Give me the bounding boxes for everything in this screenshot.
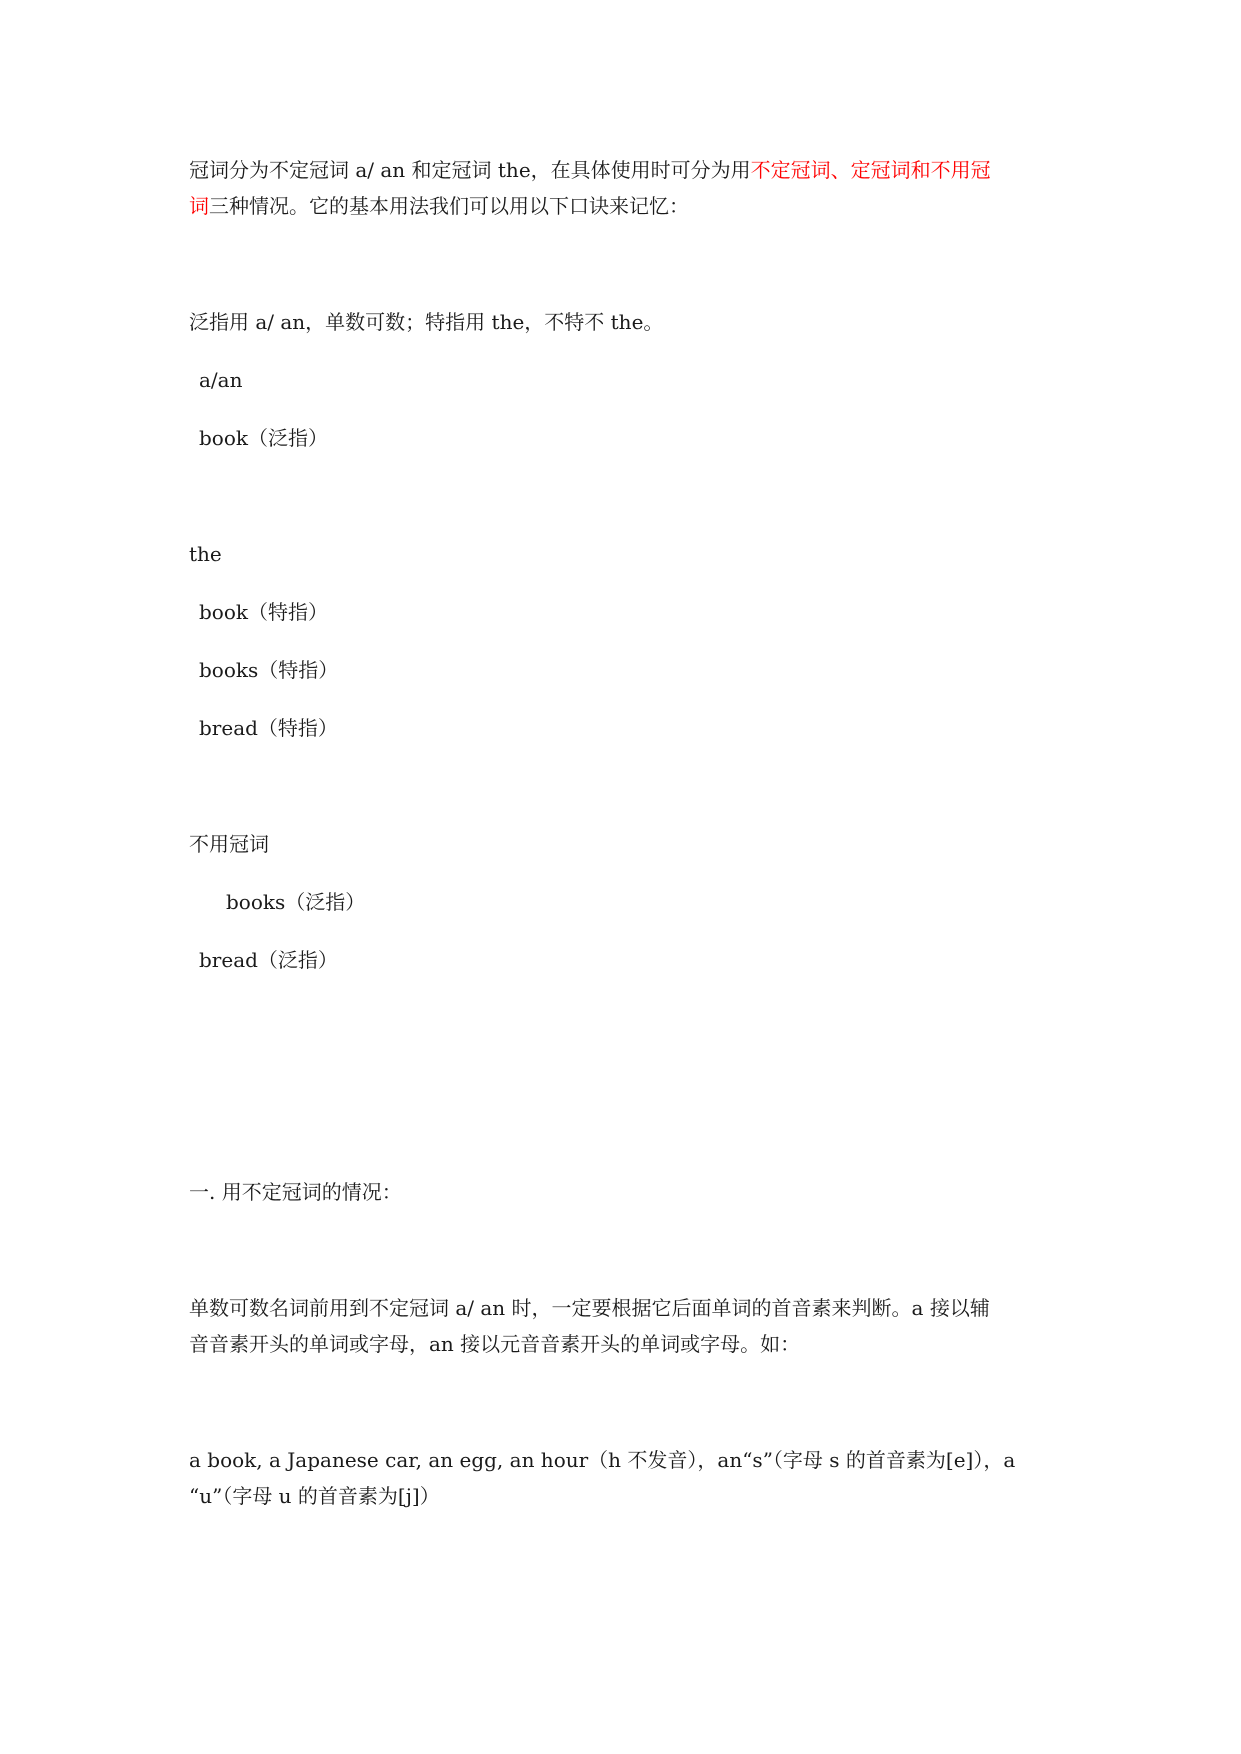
intro-line-1 [189,152,991,188]
intro-highlight: 词 [189,194,209,218]
group-none-heading: 不用冠词 [189,832,269,856]
group-the-item: book（特指） [199,600,329,624]
group-the-item: books（特指） [199,658,339,682]
group-none-item: books（泛指） [226,890,366,914]
intro-text: 三种情况。它的基本用法我们可以用以下口诀来记忆： [209,194,689,218]
group-the-item: bread（特指） [199,716,338,740]
group-a-heading: a/an [199,368,243,392]
section-1-example-line-1: a book, a Japanese car, an egg, an hour（h 不发音），an“s”（字母 s 的首音素为[e]），a [189,1448,1016,1472]
intro-line-2 [189,188,689,224]
intro-text: 冠词分为不定冠词 a/ an 和定冠词 the，在具体使用时可分为用 [189,158,751,182]
section-1-title: 一. 用不定冠词的情况： [189,1180,402,1204]
group-the-heading: the [189,542,222,566]
section-1-paragraph-line-1: 单数可数名词前用到不定冠词 a/ an 时，一定要根据它后面单词的首音素来判断。a 接以辅 [189,1296,990,1320]
section-1-example-line-2: “u”（字母 u 的首音素为[j]） [189,1484,440,1508]
group-none-item: bread（泛指） [199,948,338,972]
group-a-item: book（泛指） [199,426,329,450]
mnemonic-line: 泛指用 a/ an，单数可数；特指用 the，不特不 the。 [189,310,664,334]
section-1-paragraph-line-2: 音音素开头的单词或字母，an 接以元音音素开头的单词或字母。如： [189,1332,801,1356]
intro-highlight: 不定冠词、定冠词和不用冠 [750,158,991,182]
